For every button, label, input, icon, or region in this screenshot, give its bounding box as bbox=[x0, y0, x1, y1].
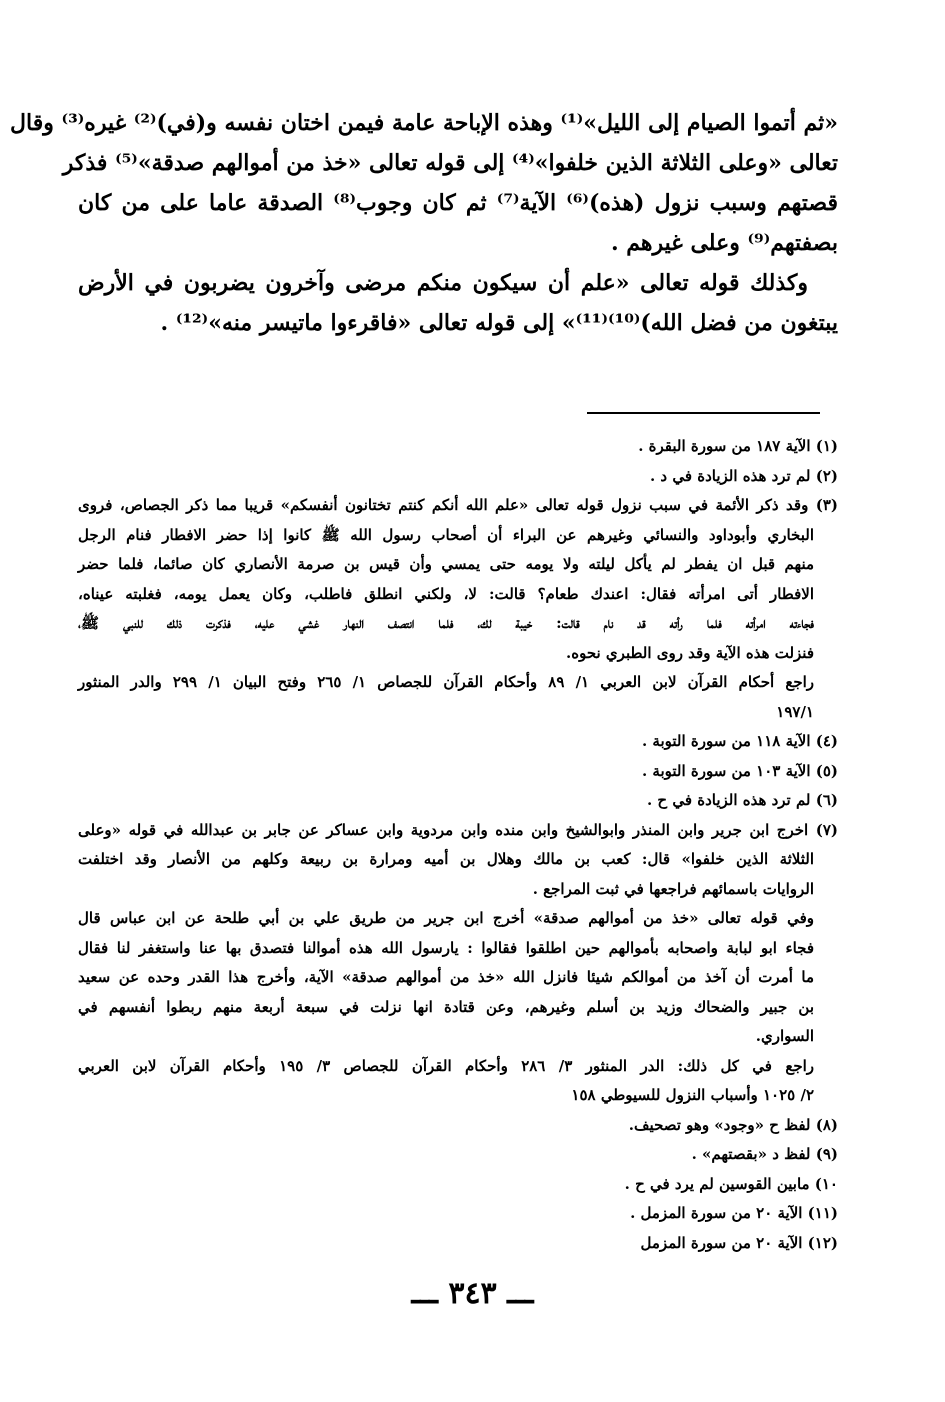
footnote-line: (٢) لم ترد هذه الزيادة في د . bbox=[649, 466, 838, 485]
main-text-line: «ثم أتموا الصيام إلى الليل»⁽¹⁾ وهذه الإباحة عامة فيمن اختان نفسه و(في)⁽²⁾ غيره⁽³⁾ وقال bbox=[10, 110, 838, 136]
footnote-line: فجاءته امرأته فلما رأته قد نام قالت: خيبة لك، فلما انتصف النهار غشي عليه، فذكرت ذلك للنبي ﷺ، bbox=[78, 614, 814, 632]
footnote-line: الافطار أتى امرأته فقال: اعندك طعام؟ قالت: لا، ولكني انطلق فاطلب، وكان يعمل يومه، فغلبته عيناه، bbox=[78, 584, 814, 603]
footnote-line: (٤) الآية ١١٨ من سورة التوبة . bbox=[641, 732, 838, 750]
page-number: ـــ ٣٤٣ ـــ bbox=[411, 1276, 534, 1311]
footnote-separator bbox=[587, 412, 820, 414]
main-text-line: وكذلك قوله تعالى «علم أن سيكون منكم مرضى وآخرون يضربون في الأرض bbox=[78, 270, 808, 296]
footnote-line: الروايات باسمائهم فراجعها في ثبت المراجع . bbox=[532, 879, 814, 898]
footnote-line: ما أمرت أن آخذ من أموالكم شيئا فانزل الله «خذ من أموالهم صدقة» الآية، وأخرج هذا القدر وحده عن سعيد bbox=[78, 968, 814, 986]
main-text-line: تعالى «وعلى الثلاثة الذين خلفوا»⁽⁴⁾ إلى قوله تعالى «خذ من أموالهم صدقة»⁽⁵⁾ فذكر bbox=[62, 150, 838, 176]
footnote-line: راجع في كل ذلك: الدر المنثور ٣/ ٢٨٦ وأحكام القرآن للجصاص ٣/ ١٩٥ وأحكام القرآن لابن العربي bbox=[78, 1056, 814, 1075]
main-text-line: قصتهم وسبب نزول (هذه)⁽⁶⁾ الآية⁽⁷⁾ ثم كان وجوب⁽⁸⁾ الصدقة عاما على من كان bbox=[78, 190, 839, 216]
footnote-line: الثلاثة الذين خلفوا» قال: كعب بن مالك وهلال بن أميه ومرارة بن ربيعة وكلهم من الأنصار وقد اختلفت bbox=[78, 850, 814, 868]
footnote-line: (٩) لفظ د «بقصتهم» . bbox=[691, 1145, 838, 1163]
footnote-line: فجاء ابو لبابة واصحابه بأموالهم حين اطلقوا فقالوا : يارسول الله هذه أموالنا فتصدق بها عنا واستغفر لنا فقال bbox=[78, 938, 814, 957]
footnote-line: ٢/ ١٠٢٥ وأسباب النزول للسيوطي ١٥٨ bbox=[571, 1086, 814, 1104]
footnote-line: بن جبير والضحاك وزيد بن أسلم وغيرهم، وعن قتادة انها نزلت في سبعة أربعة منهم ربطوا أنفسهم في bbox=[78, 997, 814, 1016]
footnote-line: فنزلت هذه الآية وقد روى الطبري نحوه. bbox=[566, 643, 814, 662]
footnote-line: (٣) وقد ذكر الأئمة في سبب نزول قوله تعالى «علم الله أنكم كنتم تختانون أنفسكم» قريبا مما ذكر الجصاص، فروى bbox=[78, 496, 838, 514]
footnote-line: (٧) اخرج ابن جرير وابن المنذر وابوالشيخ وابن منده وابن مردوية وابن عساكر عن جابر بن عبدالله في قوله «وعلى bbox=[78, 820, 838, 839]
footnotes-block bbox=[78, 432, 838, 1258]
footnote-line: (١٢) الآية ٢٠ من سورة المزمل bbox=[640, 1233, 838, 1252]
footnote-line: منهم قبل ان يفطر لم يأكل ليلته ولا يومه حتى يمسي وأن قيس بن صرمة الأنصاري كان صائما، فلما حضر bbox=[78, 555, 814, 573]
footnote-line: (٦) لم ترد هذه الزيادة في ح . bbox=[646, 791, 838, 809]
footnote-line: (٨) لفظ ح «وجود» وهو تصحيف. bbox=[628, 1115, 838, 1134]
footnote-line: راجع أحكام القرآن لابن العربي ١/ ٨٩ وأحكام القرآن للجصاص ١/ ٢٦٥ وفتح البيان ١/ ٢٩٩ والدر المنثور bbox=[78, 673, 815, 691]
footnote-line: ١٠) مابين القوسين لم يرد في ح . bbox=[624, 1174, 838, 1193]
footnote-line: وفي قوله تعالى «خذ من أموالهم صدقة» أخرج ابن جرير من طريق علي بن أبي طلحة عن ابن عباس قال bbox=[78, 909, 814, 927]
footnote-line: السواري. bbox=[755, 1027, 814, 1045]
footnote-line: ١٩٧/١ bbox=[776, 702, 814, 721]
footnote-line: (٥) الآية ١٠٣ من سورة التوبة . bbox=[641, 761, 838, 780]
main-text-line: يبتغون من فضل الله)⁽¹⁰⁾⁽¹¹⁾» إلى قوله تعالى «فاقرءوا ماتيسر منه»⁽¹²⁾ . bbox=[160, 310, 838, 336]
footnote-line: البخاري وأبوداود والنسائي وغيرهم عن البراء أن أصحاب رسول الله ﷺ كانوا إذا حضر الافطار فنام الرجل bbox=[78, 525, 814, 544]
main-text-block bbox=[10, 103, 839, 343]
footnote-line: (١) الآية ١٨٧ من سورة البقرة . bbox=[638, 437, 838, 455]
footnote-line: (١١) الآية ٢٠ من سورة المزمل . bbox=[630, 1204, 838, 1222]
main-text-line: بصفتهم⁽⁹⁾ وعلى غيرهم . bbox=[610, 230, 838, 256]
